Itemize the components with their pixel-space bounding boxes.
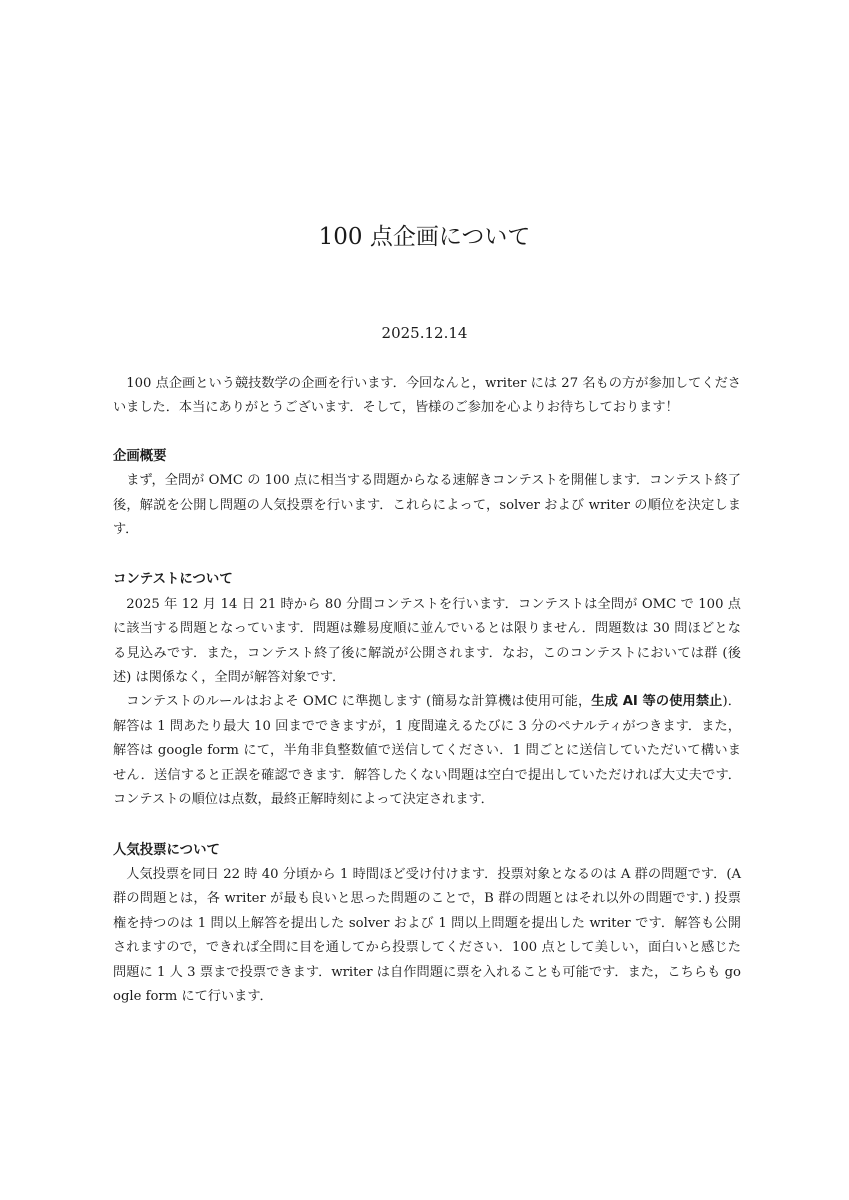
document-title: 100 点企画について [318,224,531,250]
rules-paragraph [113,690,741,812]
document-body [113,372,741,1009]
section-heading: コンテストについて [113,572,233,588]
intro-paragraph: 100 点企画という競技数学の企画を行います．今回なんと，writer には 27 名もの方が参加してくださいました．本当にありがとうございます．そして，皆様のご参加を心よりお待ちしております！ [113,376,741,416]
section-voting [113,839,741,1010]
section-paragraph: 2025 年 12 月 14 日 21 時から 80 分間コンテストを行います．コンテストは全問が OMC で 100 点に該当する問題となっています．問題は難易度順に並んでいるとは限りません．問題数は 30 問ほどとなる見込みです．また，コンテスト終了後に解説が公開されます．なお，このコンテストにおいては群 (後述) は関係なく，全問が解答対象です． [113,596,741,686]
rules-text-after: )．解答は 1 問あたり最大 10 回までできますが，1 度間違えるたびに 3 分のペナルティがつきます．また，解答は google form にて，半角非負整数値で送信してください．1 問ごとに送信していただいて構いません．送信すると正誤を確認できます．解答したくない問題は空白で提出していただければ大丈夫です．コンテストの順位は点数，最終正解時刻によって決定されます． [113,694,741,808]
section-paragraph: まず，全問が OMC の 100 点に相当する問題からなる速解きコンテストを開催します．コンテスト終了後，解説を公開し問題の人気投票を行います．これらによって，solver および writer の順位を決定します． [113,473,741,538]
rules-text-before: コンテストのルールはおよそ OMC に準拠します (簡易な計算機は使用可能， [126,694,592,710]
section-paragraph: 人気投票を同日 22 時 40 分頃から 1 時間ほど受け付けます．投票対象となるのは A 群の問題です．(A 群の問題とは，各 writer が最も良いと思った問題のことで，B 群の問題とはそれ以外の問題です．) 投票権を持つのは 1 問以上解答を提出した solver および 1 問以上問題を提出した writer です．解答も公開されますので，できれば全問に目を通してから投票してください．100 点として美しい，面白いと感じた問題に 1 人 3 票まで投票できます．writer は自作問題に票を入れることも可能です．また，こちらも google form にて行います． [113,866,741,1004]
section-contest [113,568,741,812]
section-heading: 企画概要 [113,448,167,464]
document-date: 2025.12.14 [381,324,468,342]
section-heading: 人気投票について [113,842,220,858]
section-overview [113,445,741,543]
rules-emphasis: 生成 AI 等の使用禁止 [591,694,723,710]
